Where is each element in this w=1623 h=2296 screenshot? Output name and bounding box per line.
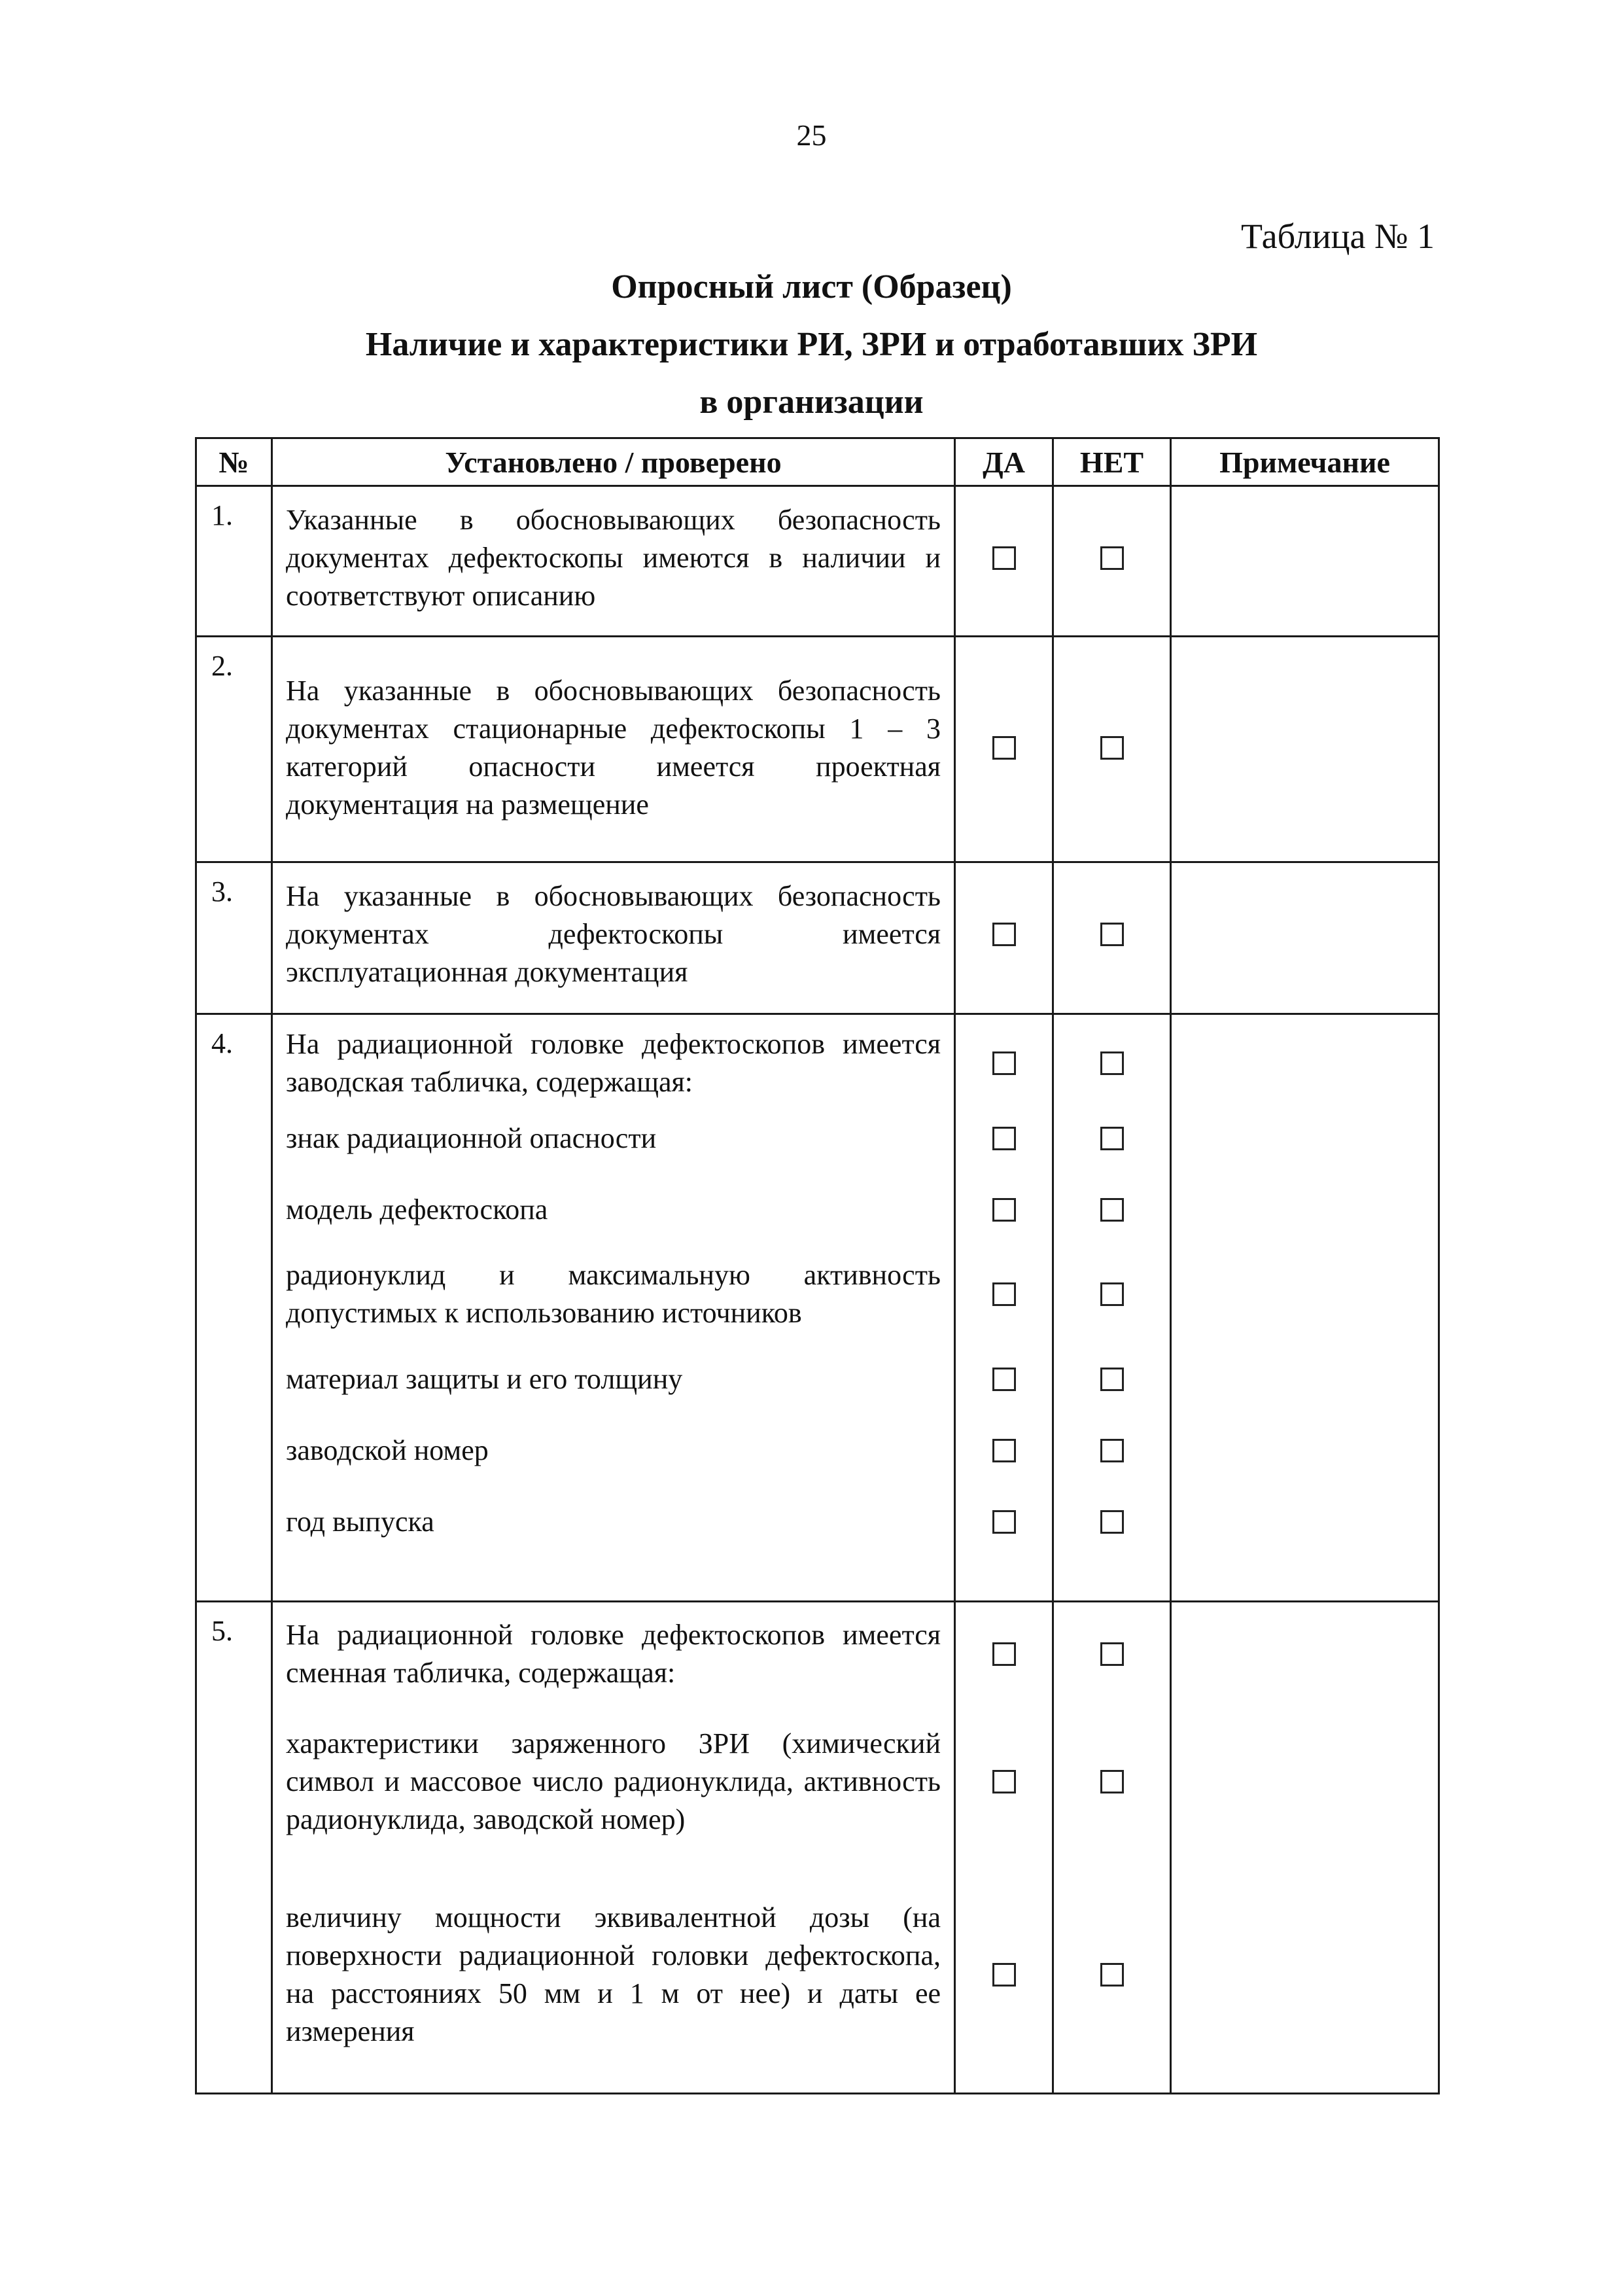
yes-checkbox[interactable]: [992, 1770, 1016, 1793]
yes-checkbox[interactable]: [992, 1439, 1016, 1462]
table-row: [196, 637, 1439, 862]
table-row: [196, 1014, 1439, 1602]
title-line-3: в организации: [699, 383, 924, 421]
no-cell: [1053, 486, 1171, 637]
row-content-cell: [272, 862, 955, 1014]
no-checkbox[interactable]: [1100, 1770, 1124, 1793]
yes-checkbox[interactable]: [992, 736, 1016, 760]
item-text: На указанные в обосновывающих безопасность документах стационарные дефектоскопы 1 – 3 категорий опасности имеется проектная документация на размещение: [286, 675, 941, 821]
no-cell: [1053, 1014, 1171, 1602]
no-checkbox[interactable]: [1100, 1963, 1124, 1987]
row-number: 2.: [196, 637, 272, 862]
item-text: величину мощности эквивалентной дозы (на поверхности радиационной головки дефектоскопа, на расстояниях 50 мм и 1 м от нее) и даты ее измерения: [286, 1901, 941, 2047]
yes-checkbox[interactable]: [992, 923, 1016, 946]
yes-cell: [955, 1602, 1053, 2094]
table-row: [196, 1602, 1439, 2094]
yes-cell: [955, 486, 1053, 637]
no-checkbox[interactable]: [1100, 1510, 1124, 1534]
no-checkbox[interactable]: [1100, 1051, 1124, 1075]
item-text: На радиационной головке дефектоскопов имеется заводская табличка, содержащая:: [286, 1028, 941, 1098]
header-yes: ДА: [955, 438, 1053, 486]
note-cell[interactable]: [1171, 486, 1439, 637]
no-checkbox[interactable]: [1100, 1642, 1124, 1666]
no-checkbox[interactable]: [1100, 923, 1124, 946]
header-checked: Установлено / проверено: [272, 438, 955, 486]
row-content-cell: [272, 1602, 955, 2094]
item-text: На указанные в обосновывающих безопасность документах дефектоскопы имеется эксплуатационная документация: [286, 880, 941, 988]
note-cell[interactable]: [1171, 862, 1439, 1014]
no-checkbox[interactable]: [1100, 736, 1124, 760]
no-checkbox[interactable]: [1100, 1198, 1124, 1222]
yes-checkbox[interactable]: [992, 1127, 1016, 1150]
header-num: №: [196, 438, 272, 486]
item-text: радионуклид и максимальную активность допустимых к использованию источников: [286, 1259, 941, 1329]
yes-checkbox[interactable]: [992, 1642, 1016, 1666]
no-cell: [1053, 862, 1171, 1014]
item-text: заводской номер: [286, 1434, 489, 1466]
row-content-cell: [272, 637, 955, 862]
item-text: характеристики заряженного ЗРИ (химический символ и массовое число радионуклида, активность радионуклида, заводской номер): [286, 1727, 941, 1835]
page-number: 25: [796, 118, 827, 152]
no-checkbox[interactable]: [1100, 546, 1124, 570]
yes-checkbox[interactable]: [992, 546, 1016, 570]
questionnaire-table: [195, 437, 1440, 2094]
item-text: Указанные в обосновывающих безопасность документах дефектоскопы имеются в наличии и соответствуют описанию: [286, 504, 941, 612]
item-text: знак радиационной опасности: [286, 1122, 657, 1154]
header-no: НЕТ: [1053, 438, 1171, 486]
yes-cell: [955, 1014, 1053, 1602]
row-content-cell: [272, 486, 955, 637]
item-text: материал защиты и его толщину: [286, 1363, 683, 1395]
document-title: [0, 258, 1623, 431]
title-line-1: Опросный лист (Образец): [611, 268, 1012, 306]
no-cell: [1053, 1602, 1171, 2094]
no-checkbox[interactable]: [1100, 1439, 1124, 1462]
no-checkbox[interactable]: [1100, 1127, 1124, 1150]
no-cell: [1053, 637, 1171, 862]
row-number: 5.: [196, 1602, 272, 2094]
header-note: Примечание: [1171, 438, 1439, 486]
yes-checkbox[interactable]: [992, 1051, 1016, 1075]
yes-checkbox[interactable]: [992, 1282, 1016, 1306]
note-cell[interactable]: [1171, 1602, 1439, 2094]
yes-checkbox[interactable]: [992, 1510, 1016, 1534]
yes-checkbox[interactable]: [992, 1963, 1016, 1987]
item-text: год выпуска: [286, 1506, 434, 1538]
yes-cell: [955, 637, 1053, 862]
no-checkbox[interactable]: [1100, 1282, 1124, 1306]
row-content-cell: [272, 1014, 955, 1602]
table-row: [196, 486, 1439, 637]
note-cell[interactable]: [1171, 637, 1439, 862]
row-number: 3.: [196, 862, 272, 1014]
yes-checkbox[interactable]: [992, 1198, 1016, 1222]
row-number: 4.: [196, 1014, 272, 1602]
yes-cell: [955, 862, 1053, 1014]
note-cell[interactable]: [1171, 1014, 1439, 1602]
row-number: 1.: [196, 486, 272, 637]
table-row: [196, 862, 1439, 1014]
title-line-2: Наличие и характеристики РИ, ЗРИ и отработавших ЗРИ: [365, 326, 1258, 363]
table-header-row: [196, 438, 1439, 486]
item-text: На радиационной головке дефектоскопов имеется сменная табличка, содержащая:: [286, 1619, 941, 1689]
no-checkbox[interactable]: [1100, 1368, 1124, 1391]
table-label: Таблица № 1: [1241, 217, 1435, 256]
yes-checkbox[interactable]: [992, 1368, 1016, 1391]
item-text: модель дефектоскопа: [286, 1193, 548, 1226]
